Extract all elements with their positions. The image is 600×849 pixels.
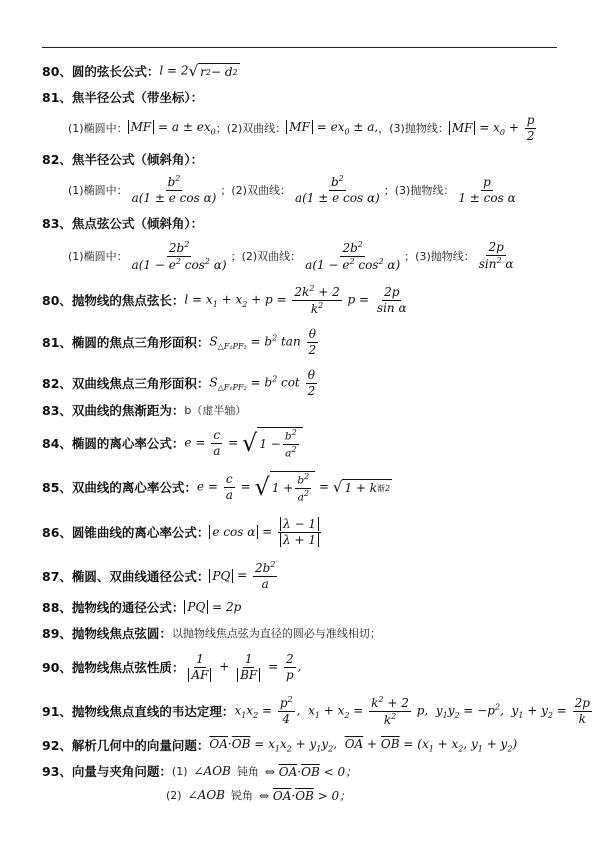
formula-hyperbola: MF = $ex_0 \pm a$,	[286, 120, 378, 136]
item-parabola-focal-chord-property	[42, 648, 564, 686]
item-focal-radius-angle	[42, 150, 564, 168]
item-heading: 82、焦半径公式（倾斜角）：	[42, 152, 204, 167]
angle-aob: ∠AOB	[187, 788, 225, 802]
case-label-hyperbola: ；(2)双曲线：	[215, 122, 287, 135]
item-conic-eccentricity	[42, 512, 564, 552]
item-hyperbola-eccentricity	[42, 468, 564, 506]
case-label-ellipse: (1)椭圆中：	[68, 122, 128, 135]
item-heading: 89、抛物线焦点弦圆：	[42, 626, 172, 641]
formula: PQ = 2p	[184, 600, 241, 614]
case-label-hyperbola: ；(2)双曲线：	[220, 184, 291, 197]
case-label-parabola: ；(3)抛物线：	[404, 250, 475, 263]
case-label-parabola: ；(3)抛物线：	[383, 184, 455, 197]
item-hyperbola-focal-triangle-area	[42, 366, 564, 400]
item-heading: 80、圆的弦长公式：	[42, 64, 160, 79]
formula-ellipse: $\frac{b^2}{\text{a(1 ± e cos α)}}$	[131, 174, 217, 205]
item-ellipse-eccentricity	[42, 424, 564, 462]
item-heading: 83、双曲线的焦渐距为：	[42, 403, 185, 418]
item-focal-chord-angle-cases	[68, 237, 564, 275]
formula: e = $\frac{c}{a}$ = √ 1 + $\frac{b^2}{a^2}$ = √ 1 + k 渐 2	[196, 471, 391, 503]
item-latus-rectum-parabola	[42, 597, 564, 617]
item-heading: 85、双曲线的离心率公式：	[42, 480, 197, 495]
item-heading: 90、抛物线焦点弦性质：	[42, 660, 185, 675]
item-latus-rectum-ellipse-hyperbola	[42, 558, 564, 594]
angle-type-acute: 锐角	[230, 789, 253, 802]
case-label-ellipse: (1)椭圆中：	[68, 250, 128, 263]
item-heading: 80、抛物线的焦点弦长：	[42, 293, 185, 308]
item-circle-chord-length	[42, 60, 564, 82]
formula: l = 2 √ r 2 − d 2	[159, 61, 238, 80]
item-heading: 91、抛物线焦点直线的韦达定理：	[42, 704, 235, 719]
item-vector-problems	[42, 736, 564, 754]
angle-type-obtuse: 钝角	[236, 765, 259, 778]
item-focus-asymptote-distance	[42, 401, 564, 419]
formula: e = $\frac{c}{a}$ = √ 1 − $\frac{b^2}{a^2}$	[184, 427, 302, 459]
formula-parabola: $\frac{2p}{\sin^2 \alpha}$	[478, 240, 514, 271]
item-heading: 81、焦半径公式（带坐标）：	[42, 90, 204, 105]
formula-hyperbola: $\frac{2b^2}{a(1 - e^2 \cos^2 \alpha)}$	[305, 239, 401, 272]
formula-obtuse: ⇔ $\overline{OA}\cdot\overline{OB} < 0$；	[264, 764, 358, 779]
formula-hyperbola: $\frac{b^2}{\text{a(1 ± e cos α)}}$	[294, 174, 380, 205]
item-heading: 84、椭圆的离心率公式：	[42, 436, 185, 451]
case-label-parabola: ，(3)抛物线：	[378, 122, 449, 135]
item-vector-angle-acute	[166, 786, 564, 804]
formula-acute: ⇔ $\overline{OA}\cdot\overline{OB} > 0$；	[258, 788, 352, 803]
item-heading: 86、圆锥曲线的离心率公式：	[42, 525, 210, 540]
formula: PQ = $\frac{2b^2}{a}$	[209, 561, 279, 590]
item-heading: 88、抛物线的通径公式：	[42, 600, 185, 615]
item-focal-radius-coordinates	[42, 88, 564, 106]
formula-parabola: MF = $x_0$ + $\frac{p}{2}$	[449, 114, 539, 142]
formula: $S_{\triangle F_1PF_2} = b^2$ tan $\frac{\theta}{2}$	[209, 326, 317, 357]
item-answer: b（虚半轴）	[184, 404, 247, 417]
item-heading: 93、向量与夹角问题：	[42, 764, 172, 779]
item-heading: 82、双曲线焦点三角形面积：	[42, 376, 210, 391]
case-label-hyperbola: ；(2)双曲线：	[230, 250, 302, 263]
formula: $S_{\triangle F_1PF_2} = b^2$ cot $\frac{\theta}{2}$	[209, 367, 316, 398]
item-focal-chord-angle	[42, 214, 564, 232]
item-heading: 81、椭圆的焦点三角形面积：	[42, 335, 210, 350]
angle-aob: ∠AOB	[193, 764, 231, 778]
item-focal-radius-angle-cases	[68, 172, 564, 208]
formula-ellipse: MF = $a \pm ex_0$	[128, 120, 216, 136]
item-heading: 87、椭圆、双曲线通径公式：	[42, 569, 210, 584]
item-answer: 以抛物线焦点弦为直径的圆必与准线相切；	[171, 627, 381, 640]
item-heading: 92、解析几何中的向量问题：	[42, 738, 210, 753]
formula-parabola: $\frac{p}{\text{1 ± cos α}}$	[458, 174, 516, 205]
formula: $l = x_1 + x_2 + p$ = $\frac{2k^2 + 2}{k^2}$ p = $\frac{2p}{\text{sin α}}$	[184, 283, 407, 316]
top-rule	[42, 47, 557, 48]
case-label-acute: (2)	[166, 788, 182, 802]
item-parabola-vieta-theorem	[42, 694, 590, 728]
item-parabola-focal-chord-circle	[42, 624, 564, 642]
case-label-obtuse: (1)	[171, 764, 188, 778]
formula: $\overline{OA}\cdot\overline{OB} = x_1x_2 + y_1y_2$, $\overline{OA} + \overline{OB} = (x_1 + x_2$, $y_1 + y_2$)	[209, 736, 518, 754]
item-vector-angle	[42, 762, 564, 780]
item-focal-radius-coordinates-cases	[68, 113, 564, 143]
formula: $x_1x_2$ = $\frac{p^2}{4}$ , $x_1 + x_2$ = $\frac{k^2 + 2}{k^2}$ p, $y_1y_2 = -p^2$, $y_1 + y_2$ = $\frac{2p}{k}$	[234, 694, 590, 727]
item-heading: 83、焦点弦公式（倾斜角）：	[42, 216, 204, 231]
case-label-ellipse: (1)椭圆中：	[68, 184, 128, 197]
item-ellipse-focal-triangle-area	[42, 325, 564, 359]
formula-ellipse: $\frac{2b^2}{a(1 - e^2 \cos^2 \alpha)}$	[131, 239, 227, 272]
formula: e cos α = $\frac{\lambda - 1}{\lambda + 1}$	[209, 518, 323, 546]
formula: $\frac{1}{AF}$ + $\frac{1}{BF}$ = $\frac{2}{p}$ ,	[184, 653, 301, 681]
item-parabola-focal-chord-length	[42, 283, 564, 317]
